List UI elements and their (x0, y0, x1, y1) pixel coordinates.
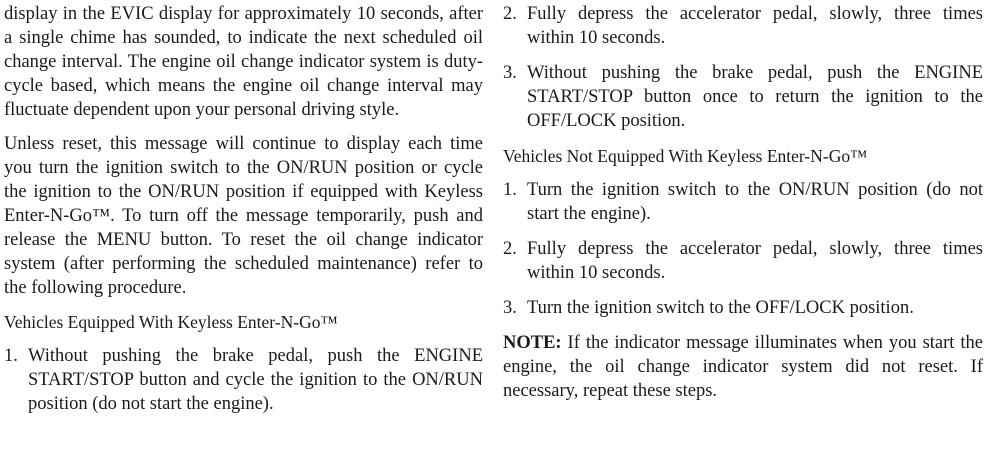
step-text: Without pushing the brake pedal, push the ENGINE START/STOP button once to return the ignition to the OFF/LOCK position. (527, 63, 983, 131)
list-item (503, 2, 983, 50)
right-column (503, 2, 983, 413)
note-label: NOTE: (503, 333, 562, 353)
step-number: 2. (503, 4, 517, 24)
note-text: If the indicator message illuminates when you start the engine, the oil change indicator system did not reset. If necessary, repeat these steps. (503, 333, 983, 401)
step-text: Fully depress the accelerator pedal, slowly, three times within 10 seconds. (527, 239, 983, 283)
step-text: Without pushing the brake pedal, push the ENGINE START/STOP button and cycle the ignition to the ON/RUN position (do not start the engine). (28, 346, 483, 414)
paragraph-oil-change-interval: display in the EVIC display for approximately 10 seconds, after a single chime has sounded, to indicate the next scheduled oil change interval. The engine oil change indicator system is duty-cycle based, which means the engine oil change interval may fluctuate dependent upon your personal driving style. (4, 4, 483, 120)
step-number: 1. (4, 346, 18, 366)
list-item (503, 296, 983, 320)
step-number: 3. (503, 298, 517, 318)
step-number: 1. (503, 180, 517, 200)
note-paragraph (503, 331, 983, 403)
step-number: 2. (503, 239, 517, 259)
heading-keyless-not-equipped: Vehicles Not Equipped With Keyless Enter-N-Go™ (503, 146, 868, 166)
list-item (503, 178, 983, 226)
step-number: 3. (503, 63, 517, 83)
step-text: Fully depress the accelerator pedal, slowly, three times within 10 seconds. (527, 4, 983, 48)
list-item (503, 237, 983, 285)
list-item (4, 344, 483, 416)
step-text: Turn the ignition switch to the ON/RUN position (do not start the engine). (527, 180, 983, 224)
paragraph-reset-message: Unless reset, this message will continue to display each time you turn the ignition switch to the ON/RUN position or cycle the ignition to the ON/RUN position if equipped with Keyless Enter-N-Go™. To turn off the message temporarily, push and release the MENU button. To reset the oil change indicator system (after performing the scheduled maintenance) refer to the following procedure. (4, 134, 483, 298)
list-item (503, 61, 983, 133)
left-column (4, 2, 483, 427)
step-text: Turn the ignition switch to the OFF/LOCK position. (527, 298, 914, 318)
heading-keyless-equipped: Vehicles Equipped With Keyless Enter-N-Go™ (4, 312, 338, 332)
